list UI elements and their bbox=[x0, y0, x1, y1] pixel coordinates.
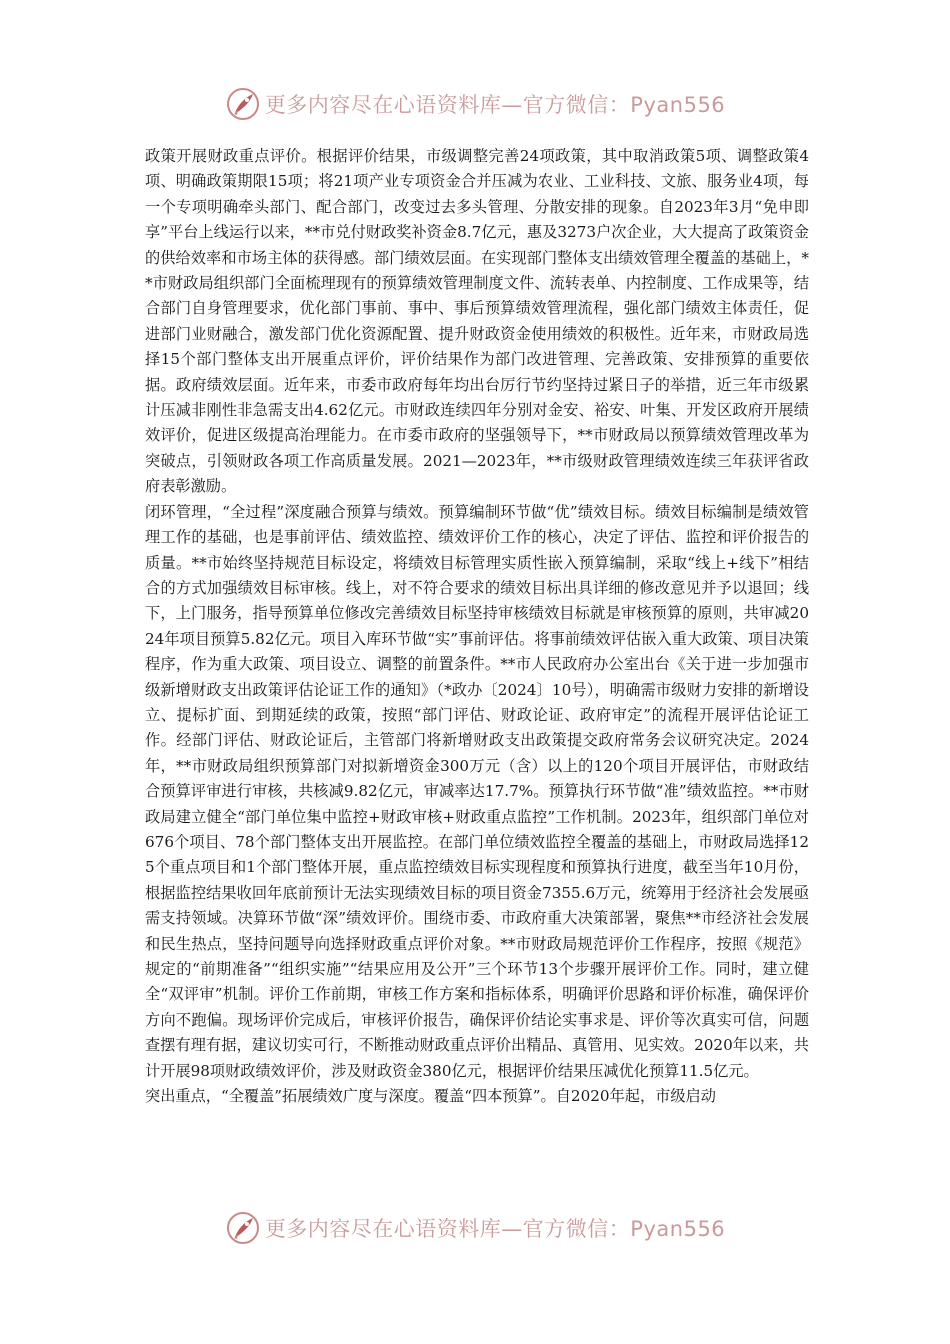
watermark-text: 更多内容尽在心语资料库—官方微信：Pyan556 bbox=[264, 93, 726, 117]
paragraph-2: 闭环管理，“全过程”深度融合预算与绩效。预算编制环节做“优”绩效目标。绩效目标编制是绩效管理工作的基础，也是事前评估、绩效监控、绩效评价工作的核心，决定了评估、监控和评价报告的质量。**市始终坚持规范目标设定，将绩效目标管理实质性嵌入预算编制，采取“线上+线下”相结合的方式加强绩效目标审核。线上，对不符合要求的绩效目标出具详细的修改意见并予以退回；线下，上门服务，指导预算单位修改完善绩效目标坚持审核绩效目标就是审核预算的原则，共审减2024年项目预算5.82亿元。项目入库环节做“实”事前评估。将事前绩效评估嵌入重大政策、项目决策程序，作为重大政策、项目设立、调整的前置条件。**市人民政府办公室出台《关于进一步加强市级新增财政支出政策评估论证工作的通知》（*政办〔2024〕10号），明确需市级财力安排的新增设立、提标扩面、到期延续的政策，按照“部门评估、财政论证、政府审定”的流程开展评估论证工作。经部门评估、财政论证后，主管部门将新增财政支出政策提交政府常务会议研究决定。2024年，**市财政局组织预算部门对拟新增资金300万元（含）以上的120个项目开展评估，市财政结合预算评审进行审核，共核减9.82亿元，审减率达17.7%。预算执行环节做“准”绩效监控。**市财政局建立健全“部门单位集中监控+财政审核+财政重点监控”工作机制。2023年，组织部门单位对676个项目、78个部门整体支出开展监控。在部门单位绩效监控全覆盖的基础上，市财政局选择125个重点项目和1个部门整体开展，重点监控绩效目标实现程度和预算执行进度，截至当年10月份，根据监控结果收回年底前预计无法实现绩效目标的项目资金7355.6万元，统筹用于经济社会发展亟需支持领域。决算环节做“深”绩效评价。围绕市委、市政府重大决策部署，聚焦**市经济社会发展和民生热点，坚持问题导向选择财政重点评价对象。**市财政局规范评价工作程序，按照《规范》规定的“前期准备”“组织实施”“结果应用及公开”三个环节13个步骤开展评价工作。同时，建立健全“双评审”机制。评价工作前期，审核工作方案和指标体系，明确评价思路和评价标准，确保评价方向不跑偏。现场评价完成后，审核评价报告，确保评价结论实事求是、评价等次真实可信，问题查摆有理有据，建议切实可行，不断推动财政重点评价出精品、真管用、见实效。2020年以来，共计开展98项财政绩效评价，涉及财政资金380亿元，根据评价结果压减优化预算11.5亿元。 bbox=[145, 502, 809, 1080]
paragraph-3: 突出重点，“全覆盖”拓展绩效广度与深度。覆盖“四本预算”。自2020年起，市级启动 bbox=[145, 1087, 716, 1106]
watermark-bottom bbox=[0, 1208, 950, 1248]
document-body bbox=[145, 144, 809, 1109]
rocket-logo-icon bbox=[225, 1210, 261, 1246]
watermark-top bbox=[0, 84, 950, 124]
watermark-text: 更多内容尽在心语资料库—官方微信：Pyan556 bbox=[264, 1217, 726, 1241]
rocket-logo-icon bbox=[225, 86, 261, 122]
paragraph-1: 政策开展财政重点评价。根据评价结果，市级调整完善24项政策，其中取消政策5项、调整政策4项、明确政策期限15项；将21项产业专项资金合并压减为农业、工业科技、文旅、服务业4项，每一个专项明确牵头部门、配合部门，改变过去多头管理、分散安排的现象。自2023年3月“免申即享”平台上线运行以来，**市兑付财政奖补资金8.7亿元，惠及3273户次企业，大大提高了政策资金的供给效率和市场主体的获得感。部门绩效层面。在实现部门整体支出绩效管理全覆盖的基础上，**市财政局组织部门全面梳理现有的预算绩效管理制度文件、流转表单、内控制度、工作成果等，结合部门自身管理要求，优化部门事前、事中、事后预算绩效管理流程，强化部门绩效主体责任，促进部门业财融合，激发部门优化资源配置、提升财政资金使用绩效的积极性。近年来，市财政局选择15个部门整体支出开展重点评价，评价结果作为部门改进管理、完善政策、安排预算的重要依据。政府绩效层面。近年来，市委市政府每年均出台厉行节约坚持过紧日子的举措，近三年市级累计压减非刚性非急需支出4.62亿元。市财政连续四年分别对金安、裕安、叶集、开发区政府开展绩效评价，促进区级提高治理能力。在市委市政府的坚强领导下，**市财政局以预算绩效管理改革为突破点，引领财政各项工作高质量发展。2021—2023年，**市级财政管理绩效连续三年获评省政府表彰激励。 bbox=[145, 147, 809, 496]
